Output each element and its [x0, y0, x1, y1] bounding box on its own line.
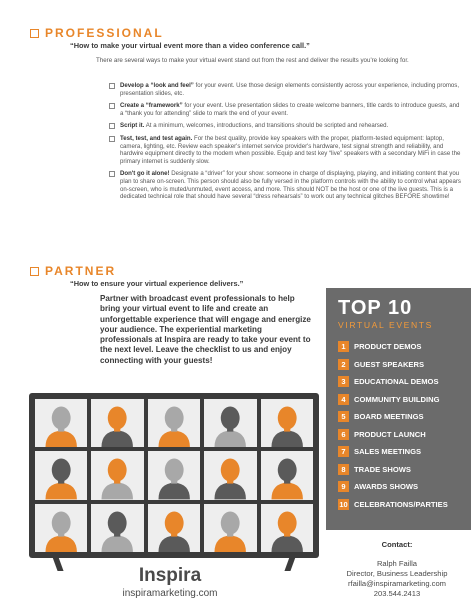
person-icon: [35, 504, 87, 552]
person-icon: [204, 504, 256, 552]
partner-body: Partner with broadcast event professionals to help bring your virtual event to life and create an unforgettable experience that will engage and energize your audience. The experiential marketing professionals at Inspira are ready to take your event to the next level. Leave the checklist to us and enjoy connecting with your guests!: [100, 294, 311, 365]
top10-item: [338, 496, 459, 514]
checklist-item-lead: Develop a “look and feel”: [120, 82, 194, 89]
checkbox-square-icon: [30, 267, 39, 276]
participant-tile: [91, 504, 143, 552]
top10-title: TOP 10: [338, 297, 413, 319]
top10-item: [338, 408, 459, 426]
partner-title: PARTNER: [45, 264, 117, 278]
person-icon: [261, 504, 313, 552]
participant-tile: [35, 451, 87, 499]
participant-tile: [148, 451, 200, 499]
checklist-item-text: Designate a “driver” for your show: someone in charge of displaying, playing, and initiating content that you plan to share on-screen. This person should also be fully versed in the platform controls with the ability to control what appears on-screen, who is muted/unmuted, event access, and more. This should NOT be the host or one of the live guests. This is a dedicated technical role that should have several “dress rehearsals” to work out any technical glitches BEFORE showtime!: [120, 170, 461, 201]
person-icon: [35, 399, 87, 447]
top10-item: [338, 356, 459, 374]
checklist-item-lead: Test, test, and test again.: [120, 134, 193, 142]
participant-tile: [204, 504, 256, 552]
top10-number: 4: [338, 394, 349, 405]
checklist-item-text: At a minimum, welcomes, introductions, and transitions should be scripted and rehearsed.: [144, 122, 389, 130]
person-icon: [91, 399, 143, 447]
participant-tile: [204, 399, 256, 447]
professional-heading: [30, 26, 164, 40]
participant-tile: [91, 451, 143, 499]
participant-tile: [148, 399, 200, 447]
participant-tile: [35, 399, 87, 447]
person-icon: [261, 399, 313, 447]
top10-number: 7: [338, 446, 349, 457]
monitor-illustration: [29, 393, 319, 558]
participant-tile: [204, 451, 256, 499]
top10-list: [338, 338, 459, 513]
professional-quote: “How to make your virtual event more than a video conference call.”: [70, 41, 310, 50]
top10-item: [338, 461, 459, 479]
top10-label: EDUCATIONAL DEMOS: [354, 377, 439, 387]
top10-number: 3: [338, 376, 349, 387]
checkbox-icon: [109, 171, 115, 177]
top10-number: 6: [338, 429, 349, 440]
top10-label: BOARD MEETINGS: [354, 412, 424, 422]
brand-name: Inspira: [138, 565, 202, 586]
partner-heading: [30, 264, 116, 278]
checkbox-icon: [109, 123, 115, 129]
top10-label: SALES MEETINGS: [354, 447, 422, 457]
person-icon: [204, 399, 256, 447]
checklist-item-lead: Create a “framework”: [120, 102, 183, 110]
top10-label: PRODUCT DEMOS: [354, 342, 422, 352]
person-icon: [261, 451, 313, 499]
top10-item: [338, 373, 459, 391]
top10-item: [338, 338, 459, 356]
checkbox-icon: [109, 136, 115, 142]
checkbox-icon: [109, 83, 115, 89]
participant-tile: [91, 399, 143, 447]
professional-title: PROFESSIONAL: [45, 26, 164, 40]
checklist-item-text: For the best quality, provide key speakers with the proper, platform-tested equipment: laptop, camera, lighting, etc. Review each speaker's internet service provider's hardware, test signal strength and reliability, and hardwire equipment directly to the modem when possible. Equip and test key “live” speakers with a secondary MiFi in case the primary internet is suddenly slow.: [120, 134, 461, 165]
person-icon: [148, 504, 200, 552]
top10-panel: [326, 288, 471, 530]
top10-label: TRADE SHOWS: [354, 464, 411, 474]
top10-number: 1: [338, 341, 349, 352]
contact-title: Contact:: [381, 540, 413, 549]
brand-url[interactable]: inspiramarketing.com: [122, 588, 218, 599]
person-icon: [35, 451, 87, 499]
participant-tile: [261, 451, 313, 499]
checklist-item: [109, 135, 461, 165]
participant-tile: [261, 504, 313, 552]
top10-label: CELEBRATIONS/PARTIES: [354, 499, 448, 509]
video-grid: [35, 399, 313, 552]
checklist-item-lead: Script it.: [120, 122, 145, 130]
checklist-item: [109, 102, 461, 117]
partner-quote: “How to ensure your virtual experience delivers.”: [70, 279, 244, 288]
person-icon: [148, 399, 200, 447]
top10-item: [338, 426, 459, 444]
participant-tile: [261, 399, 313, 447]
participant-tile: [35, 504, 87, 552]
contact-role: Director, Business Leadership: [346, 569, 448, 578]
checklist-item: [109, 170, 461, 200]
top10-label: GUEST SPEAKERS: [354, 359, 425, 369]
checklist-item-lead: Don't go it alone!: [120, 170, 170, 178]
checklist: [109, 82, 461, 206]
top10-number: 9: [338, 481, 349, 492]
contact-email[interactable]: rfailla@inspiramarketing.com: [347, 579, 447, 588]
top10-label: COMMUNITY BUILDING: [354, 394, 440, 404]
person-icon: [204, 451, 256, 499]
brand-logo: [0, 565, 340, 587]
person-icon: [148, 451, 200, 499]
professional-intro: There are several ways to make your virtual event stand out from the rest and deliver the results you're looking for.: [96, 57, 409, 64]
checklist-item-text: for your event. Use those design elements consistently across your experience, including promos, presentation slides, etc.: [120, 82, 460, 97]
top10-number: 5: [338, 411, 349, 422]
checklist-item-text: for your event. Use presentation slides to create welcome banners, title cards to introduce guests, and a “thank you for attending” slide to mark the end of your event.: [120, 102, 460, 117]
top10-item: [338, 478, 459, 496]
participant-tile: [148, 504, 200, 552]
top10-label: PRODUCT LAUNCH: [354, 429, 426, 439]
top10-number: 8: [338, 464, 349, 475]
person-icon: [91, 504, 143, 552]
checklist-item: [109, 122, 461, 130]
contact-name: Ralph Failla: [376, 559, 418, 568]
checklist-item: [109, 82, 461, 97]
top10-number: 10: [339, 499, 348, 509]
top10-subtitle: VIRTUAL EVENTS: [338, 320, 433, 330]
person-icon: [91, 451, 143, 499]
contact-block: [322, 540, 472, 599]
top10-item: [338, 443, 459, 461]
checkbox-square-icon: [30, 29, 39, 38]
contact-phone: 203.544.2413: [373, 589, 421, 598]
top10-label: AWARDS SHOWS: [354, 482, 419, 492]
top10-item: [338, 391, 459, 409]
checkbox-icon: [109, 103, 115, 109]
top10-number: 2: [338, 359, 349, 370]
